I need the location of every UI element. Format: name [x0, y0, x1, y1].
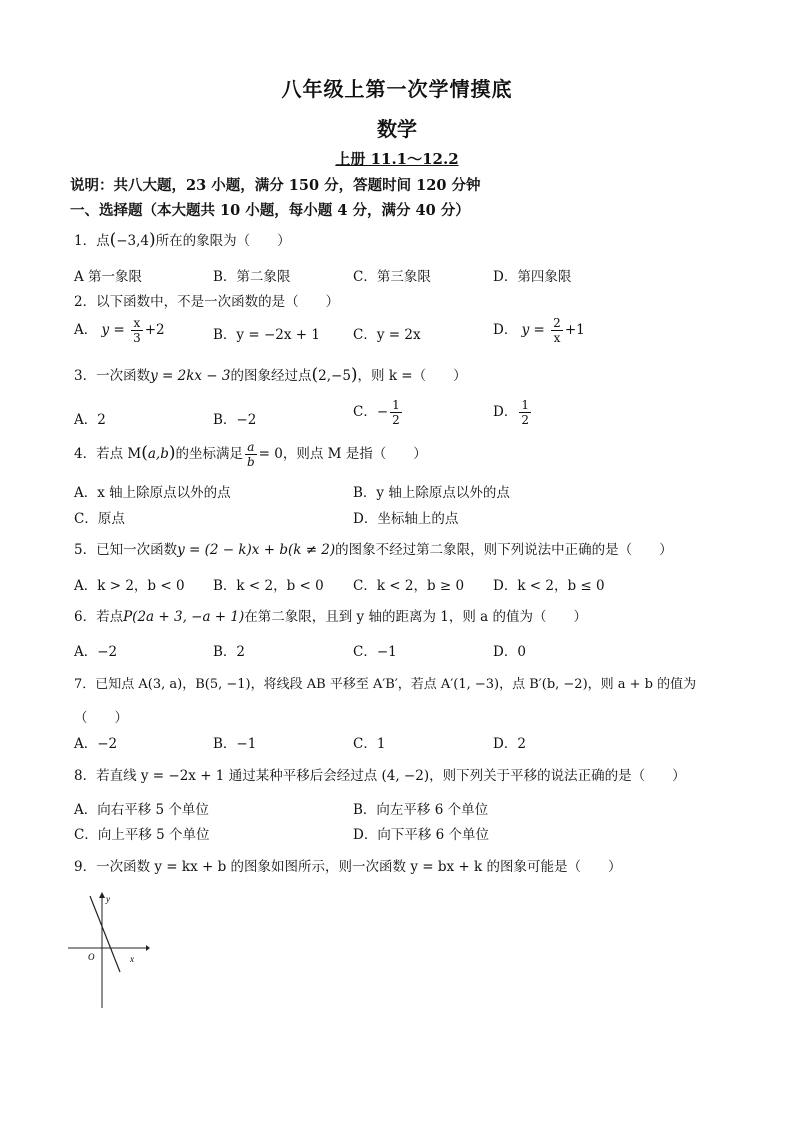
q2-a-num: x: [131, 316, 143, 331]
q4-suffix: = 0，则点 M 是指（ ）: [258, 446, 427, 462]
q3-option-d[interactable]: [493, 398, 533, 427]
q4-prefix: 4．若点 M: [74, 446, 142, 462]
graph-origin-label: O: [88, 952, 95, 962]
q8-option-d[interactable]: D．向下平移 6 个单位: [353, 827, 489, 843]
q1-point: −3,4: [116, 233, 150, 249]
q1-option-c[interactable]: C．第三象限: [353, 269, 431, 285]
q5-option-a[interactable]: A．k > 2，b < 0: [74, 578, 185, 594]
q2-option-d[interactable]: D． y = $\frac{2}{x}$ +1: [493, 316, 585, 345]
q5-option-c[interactable]: C．k < 2，b ≥ 0: [353, 578, 465, 594]
q3-c-den: 2: [392, 413, 400, 427]
q3-mid: 的图象经过点: [230, 368, 312, 384]
q5-option-b[interactable]: B．k < 2，b < 0: [213, 578, 324, 594]
q2-d-tail: +1: [564, 322, 585, 338]
q3-c-num: 1: [392, 398, 400, 412]
question-7-stem: 7．已知点 A(3, a)，B(5, −1)，将线段 AB 平移至 A′B′，若点 A′(1, −3)，点 B′(b, −2)，则 a + b 的值为: [74, 677, 697, 692]
section-heading: 一、选择题（本大题共 10 小题，每小题 4 分，满分 40 分）: [70, 202, 470, 219]
question-2-stem: 2．以下函数中，不是一次函数的是（ ）: [74, 294, 340, 310]
q7-option-b[interactable]: B．−1: [213, 736, 257, 752]
q2-option-c[interactable]: C．y = 2x: [353, 327, 421, 343]
q4-fraction: [245, 440, 257, 469]
q8-option-b[interactable]: B．向左平移 6 个单位: [353, 802, 489, 818]
q2-d-fraction: [551, 316, 563, 345]
q6-prefix: 6．若点: [74, 609, 124, 625]
exam-subject: 数学: [377, 117, 417, 141]
question-8-stem: 8．若直线 y = −2x + 1 通过某种平移后会经过点 (4, −2)，则下列关于平移的说法正确的是（ ）: [74, 768, 686, 784]
graph-x-arrow: [146, 945, 150, 951]
q4-option-b[interactable]: B．y 轴上除原点以外的点: [353, 485, 510, 501]
question-5-stem: [74, 538, 673, 558]
q3-d-den: 2: [521, 413, 529, 427]
question-1-stem: 1．点(−3,4)所在的象限为（ ）: [74, 230, 291, 250]
q1-option-d[interactable]: D．第四象限: [493, 269, 572, 285]
q1-suffix: 所在的象限为（ ）: [155, 233, 291, 249]
q2-a-tail: +2: [144, 322, 165, 338]
q2-a-label: A．: [74, 322, 98, 338]
q8-option-a[interactable]: A．向右平移 5 个单位: [74, 802, 209, 818]
question-9-stem: 9．一次函数 y = kx + b 的图象如图所示，则一次函数 y = bx + k 的图象可能是（ ）: [74, 859, 622, 875]
q3-option-a[interactable]: A．2: [74, 412, 106, 428]
q4-frac-den: b: [246, 455, 255, 469]
graph-x-label: x: [130, 954, 134, 964]
q2-option-b[interactable]: B．y = −2x + 1: [213, 327, 320, 343]
exam-scope: 上册 11.1～12.2: [335, 150, 459, 168]
q5-function: y = (2 − k)x + b(k ≠ 2): [177, 542, 336, 558]
q2-d-label: D．: [493, 322, 518, 338]
q5-option-d[interactable]: D．k < 2，b ≤ 0: [493, 578, 605, 594]
q7-option-a[interactable]: A．−2: [74, 736, 118, 752]
question-4-stem: 4．若点 M(a,b)的坐标满足 $\frac{a}{b}$ = 0，则点 M 是指（ ）: [74, 440, 427, 469]
q2-option-a[interactable]: A． y = $\frac{x}{3}$ +2: [74, 316, 165, 345]
q6-option-a[interactable]: A．−2: [74, 644, 118, 660]
q6-option-b[interactable]: B．2: [213, 644, 246, 660]
q2-a-den: 3: [133, 331, 141, 345]
q1-option-b[interactable]: B．第二象限: [213, 269, 291, 285]
q3-point: 2,−5: [318, 368, 351, 384]
q3-c-fraction: [390, 398, 402, 427]
q3-d-label: D．: [493, 404, 518, 420]
graph-line: [90, 896, 120, 972]
q4-option-c[interactable]: C．原点: [74, 511, 125, 527]
graph-y-label: y: [106, 894, 110, 904]
q4-point: a,b: [147, 446, 169, 462]
q1-option-a[interactable]: A 第一象限: [74, 269, 143, 285]
q3-suffix: ，则 k =（ ）: [357, 368, 467, 384]
q6-point: P(2a + 3, −a + 1): [123, 609, 245, 625]
graph-y-arrow: [99, 892, 105, 898]
q6-option-d[interactable]: D．0: [493, 644, 526, 660]
q6-option-c[interactable]: C．−1: [353, 644, 397, 660]
q2-a-fraction: [131, 316, 143, 345]
q4-option-a[interactable]: A．x 轴上除原点以外的点: [74, 485, 231, 501]
q3-prefix: 3．一次函数: [74, 368, 151, 384]
q7-option-d[interactable]: D．2: [493, 736, 526, 752]
q4-option-d[interactable]: D．坐标轴上的点: [353, 511, 459, 527]
instructions: 说明：共八大题，23 小题，满分 150 分，答题时间 120 分钟: [70, 177, 481, 194]
q7-option-c[interactable]: C．1: [353, 736, 386, 752]
exam-title: 八年级上第一次学情摸底: [281, 77, 513, 101]
q1-prefix: 1．点: [74, 233, 110, 249]
q3-d-fraction: [519, 398, 531, 427]
q2-d-den: x: [553, 331, 561, 345]
q3-option-b[interactable]: B．−2: [213, 412, 257, 428]
question-7-paren: （ ）: [74, 710, 128, 726]
q2-d-num: 2: [553, 316, 561, 330]
q5-prefix: 5．已知一次函数: [74, 542, 178, 558]
q3-function: y = 2kx − 3: [150, 368, 231, 384]
q6-suffix: 在第二象限，且到 y 轴的距离为 1，则 a 的值为（ ）: [244, 609, 587, 625]
question-3-stem: 3．一次函数y = 2kx − 3的图象经过点(2,−5)，则 k =（ ）: [74, 365, 467, 385]
q3-d-num: 1: [521, 398, 529, 412]
q8-option-c[interactable]: C．向上平移 5 个单位: [74, 827, 210, 843]
q5-suffix: 的图象不经过第二象限，则下列说法中正确的是（ ）: [335, 542, 673, 558]
q3-c-label: C．−: [353, 404, 389, 420]
q3-option-c[interactable]: [353, 398, 404, 427]
q4-frac-num: a: [245, 440, 257, 455]
q4-mid: 的坐标满足: [175, 446, 243, 462]
q9-graph: [68, 890, 150, 1010]
question-6-stem: [74, 605, 587, 625]
